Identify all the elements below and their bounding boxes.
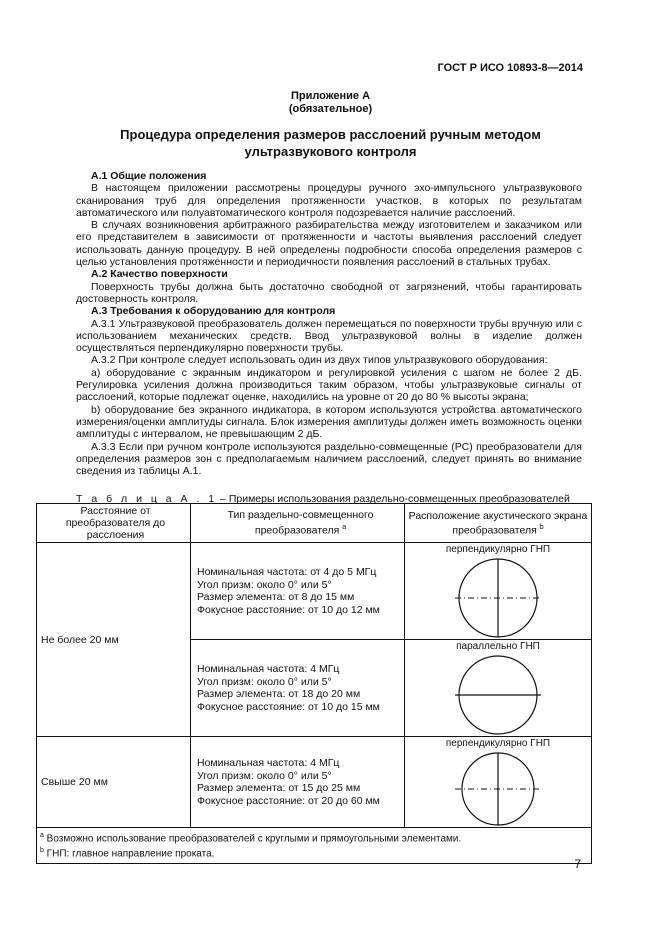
screen-orientation-label: параллельно ГНП xyxy=(456,641,540,652)
paragraph: b) оборудование без экранного индикатора, в котором используются устройства автоматического измерения/оценки амплитуды сигнала. Блок измерения амплитуды должен иметь возможность оценки амплитуды с интервалом, не превышающим 2 дБ. xyxy=(76,403,582,441)
note-b: $^b$ ГНП: главное направление проката. xyxy=(40,847,215,860)
screen-cell xyxy=(405,543,592,640)
document-title: Процедура определения размеров расслоений ручным методом ультразвукового контроля xyxy=(120,127,541,159)
note-a: $^a$ Возможно использование преобразователей с круглыми и прямоугольными элементами. xyxy=(40,832,462,845)
paragraph: а) оборудование с экранным индикатором и регулировкой усиления с шагом не более 2 дБ. Регулировка усиления должна производиться таким образом, чтобы ультразвуковые сигналы от расслоений, которые подлежат оценке, находились на уровне от 20 до 80 % высоты экрана; xyxy=(76,366,582,404)
screen-horizontal-diagram xyxy=(453,654,543,736)
section-heading: А.2 Качество поверхности xyxy=(91,268,228,281)
screen-vertical-diagram xyxy=(453,751,543,827)
specs-cell: Номинальная частота: 4 МГц Угол призм: около 0° или 5° Размер элемента: от 18 до 20 мм Фокусное расстояние: от 10 до 15 мм xyxy=(191,640,405,737)
table-header-row xyxy=(37,504,592,543)
screen-cell xyxy=(405,737,592,828)
page-number: 7 xyxy=(574,857,581,871)
table-row xyxy=(37,737,592,828)
paragraph: А.3.2 При контроле следует использовать один из двух типов ультразвукового оборудования: xyxy=(91,354,548,367)
distance-cell: Не более 20 мм xyxy=(37,543,191,737)
table-caption-prefix: Т а б л и ц а А . 1 xyxy=(76,493,218,505)
section-heading: А.3 Требования к оборудованию для контроля xyxy=(91,305,336,318)
header-distance: Расстояние от преобразователя до расслоения xyxy=(37,504,191,543)
section-heading: А.1 Общие положения xyxy=(91,170,207,182)
table-row xyxy=(37,543,592,640)
specs-cell: Номинальная частота: от 4 до 5 МГц Угол призм: около 0° или 5° Размер элемента: от 8 до 15 мм Фокусное расстояние: от 10 до 12 мм xyxy=(191,543,405,640)
table-notes-row xyxy=(37,828,592,864)
table-notes xyxy=(37,828,592,864)
specs-cell: Номинальная частота: 4 МГц Угол призм: около 0° или 5° Размер элемента: от 15 до 25 мм Фокусное расстояние: от 20 до 60 мм xyxy=(191,737,405,828)
paragraph: Поверхность трубы должна быть достаточно свободной от загрязнений, чтобы гарантировать достоверность контроля. xyxy=(76,280,582,305)
table-caption-text: – Примеры использования раздельно-совмещенных преобразователей xyxy=(217,493,570,505)
screen-vertical-diagram xyxy=(453,557,543,639)
paragraph: А.3.3 Если при ручном контроле используются раздельно-совмещенные (РС) преобразователи для определения размеров зон с предполагаемым наличием расслоений, следует принять во внимание сведения из таблицы А.1. xyxy=(76,440,582,478)
paragraph: В случаях возникновения арбитражного разбирательства между изготовителем и заказчиком или его представителем в зависимости от протяженности и частоты выявления расслоений следует использовать данную процедуру. В ней определены подробности способа определения размеров с целью установления протяженности и периодичности появления расслоений в стальных трубах. xyxy=(76,219,582,269)
annex-title: Приложение А xyxy=(290,90,371,102)
screen-orientation-label: перпендикулярно ГНП xyxy=(445,738,551,749)
screen-orientation-label: перпендикулярно ГНП xyxy=(445,544,551,555)
transducer-table xyxy=(36,503,592,864)
paragraph: В настоящем приложении рассмотрены процедуры ручного эхо-импульсного ультразвукового сканирования труб для определения протяженности участков, в которых по результатам автоматического или полуавтоматического контроля подозревается наличие расслоений. xyxy=(76,182,582,219)
paragraph: А.3.1 Ультразвуковой преобразователь должен перемещаться по поверхности трубы вручную или с использованием механических средств. Ввод ультразвуковой волны в изделие должен осуществляться перпендикулярно поверхности трубы. xyxy=(76,317,582,355)
screen-cell xyxy=(405,640,592,737)
annex-status: (обязательное) xyxy=(288,103,373,115)
document-body xyxy=(76,170,582,477)
distance-cell: Свыше 20 мм xyxy=(37,737,191,828)
header-screen: Расположение акустического экрана преобразователя $^b$ xyxy=(405,504,592,543)
header-type: Тип раздельно-совмещенного преобразователя $^a$ xyxy=(191,504,405,543)
standard-number: ГОСТ Р ИСО 10893-8—2014 xyxy=(437,62,583,74)
